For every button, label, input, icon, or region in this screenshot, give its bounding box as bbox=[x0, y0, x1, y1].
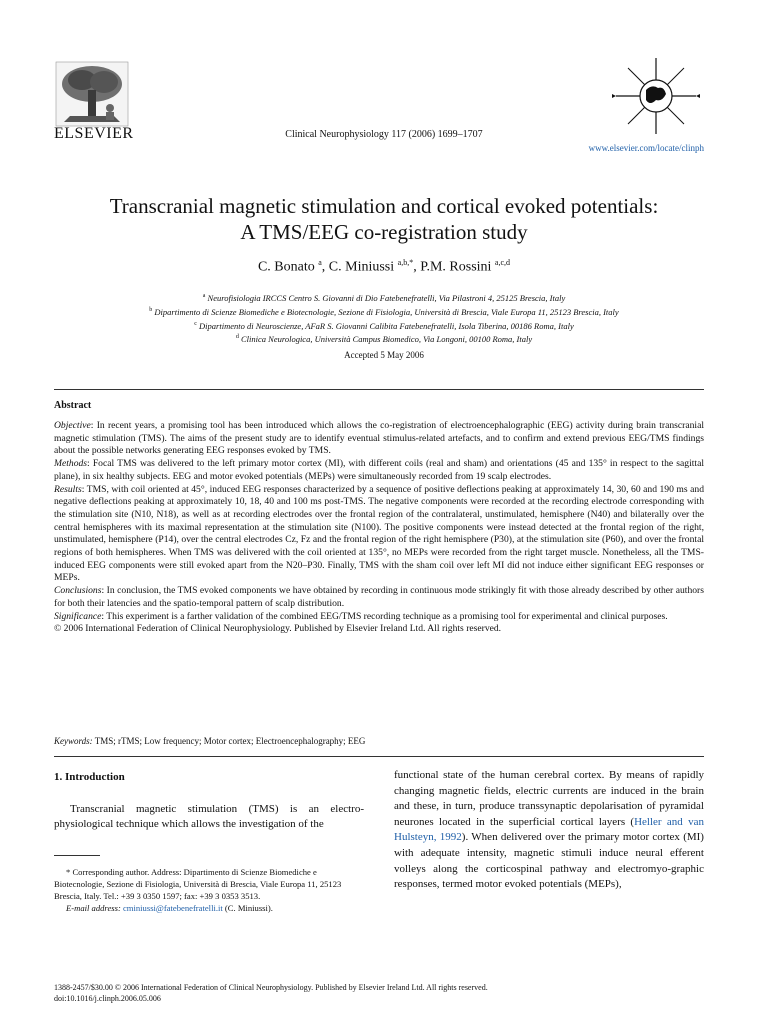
abstract-label: Objective bbox=[54, 420, 91, 431]
abstract-label: Results bbox=[54, 483, 82, 495]
author-name: C. Bonato bbox=[257, 259, 315, 275]
affil-text: Dipartimento di Scienze Biomediche e Biotecnologie, Sezione di Fisiologia, Università di Brescia, Viale Europa 11, 25123 Brescia, Italy bbox=[154, 306, 619, 317]
journal-globe-logo bbox=[608, 56, 704, 136]
affiliation bbox=[0, 304, 768, 318]
affiliation-list bbox=[0, 290, 768, 345]
abstract-text: : This experiment is a farther validation of the combined EEG/TMS recording technique as a promising tool for experimental and clinical purposes. bbox=[101, 610, 668, 622]
abstract-label: Significance bbox=[54, 610, 102, 622]
abstract-label: Methods bbox=[54, 458, 88, 470]
email-link[interactable]: cminiussi@fatebenefratelli.it bbox=[122, 903, 223, 913]
footnote-divider bbox=[54, 855, 100, 856]
abstract-paragraph bbox=[54, 623, 704, 636]
abstract-text: : Focal TMS was delivered to the left primary motor cortex (MI), with different coils (real and sham) and orientations (45 and 135° in respect to the sagittal plane), in six healthy subjects. EEG and motor evoked potentials (MEPs) were simultaneously recorded from 19 scalp electrodes. bbox=[54, 458, 704, 482]
footnote-text: * Corresponding author. Address: Dipartimento di Scienze Biomediche e Biotecnologie, Sezione di Fisiologia, Università di Brescia, Viale Europa 11, 25123 Brescia, Italy. Tel.: +39 3 0350 1597; fax: +39 3 0353 3513. bbox=[54, 867, 342, 901]
author-name: C. Miniussi bbox=[328, 259, 395, 275]
divider bbox=[54, 756, 704, 757]
abstract-text: : In conclusion, the TMS evoked components we have obtained by recording in continuous mode strikingly fit with those already described by other authors for both their latencies and the spatio-temporal pattern of scalp distribution. bbox=[54, 585, 704, 609]
affil-mark: b bbox=[149, 306, 153, 313]
email-label: E-mail address: bbox=[66, 903, 121, 913]
journal-citation: Clinical Neurophysiology 117 (2006) 1699–1707 bbox=[285, 129, 483, 140]
abstract-body bbox=[54, 420, 704, 636]
abstract-text: : In recent years, a promising tool has been introduced which allows the co-registration of electroencephalographic (EEG) activity during brain transcranial magnetic stimulation (TMS). The aims of the present study are to identify eventual stimulus-related artefacts, and to confirm and extend previous EEG/TMS findings about the possible networks generating EEG responses evoked by TMS. bbox=[54, 420, 704, 457]
abstract-heading: Abstract bbox=[54, 400, 92, 411]
keywords bbox=[54, 736, 704, 746]
title-line-2: A TMS/EEG co-registration study bbox=[240, 220, 528, 244]
affil-text: Clinica Neurologica, Università Campus Biomedico, Via Longoni, 00100 Roma, Italy bbox=[241, 334, 533, 345]
copyright-text: © 2006 International Federation of Clinical Neurophysiology. Published by Elsevier Ireland Ltd. All rights reserved. bbox=[54, 623, 502, 635]
publisher-name: ELSEVIER bbox=[54, 125, 134, 142]
affil-text: Dipartimento di Neuroscienze, AFaR S. Giovanni Calibita Fatebenefratelli, Isola Tiberina, 00186 Roma, Italy bbox=[199, 320, 574, 331]
author-affil-mark: a bbox=[318, 258, 322, 267]
author-affil-mark: a,c,d bbox=[494, 258, 511, 267]
affil-mark: a bbox=[202, 293, 206, 299]
intro-text: functional state of the human cerebral cortex. By means of rapidly changing magnetic fields, electric currents are induced in the brain and these, in turn, produce transsynaptic depolarisation of pyramidal neurones located in the superficial cortical layers ( bbox=[394, 769, 704, 828]
corresponding-author-footnote bbox=[54, 866, 364, 914]
affil-mark: c bbox=[194, 320, 197, 327]
title-line-1: Transcranial magnetic stimulation and cortical evoked potentials: bbox=[109, 194, 659, 218]
affiliation bbox=[0, 318, 768, 332]
citation-link[interactable]: Heller and van Hulsteyn, 1992 bbox=[394, 815, 704, 844]
page-footer bbox=[54, 982, 704, 1004]
section-heading: 1. Introduction bbox=[54, 771, 125, 783]
email-after: (C. Miniussi). bbox=[222, 903, 273, 913]
footer-copyright: 1388-2457/$30.00 © 2006 International Federation of Clinical Neurophysiology. Published by Elsevier Ireland Ltd. All rights reserved. bbox=[54, 983, 488, 992]
affiliation bbox=[0, 331, 768, 345]
elsevier-tree-logo bbox=[54, 60, 130, 128]
journal-url-link[interactable]: www.elsevier.com/locate/clinph bbox=[588, 143, 704, 153]
accepted-date: Accepted 5 May 2006 bbox=[344, 350, 424, 360]
abstract-paragraph bbox=[54, 611, 704, 624]
affil-text: Neurofisiologia IRCCS Centro S. Giovanni di Dio Fatebenefratelli, Via Pilastroni 4, 25125 Brescia, Italy bbox=[207, 292, 566, 303]
intro-text: ). When delivered over the primary motor cortex (MI) with adequate intensity, magnetic stimuli induce neural efferent volleys along the corticospinal pathway and electromyo-graphic responses, termed motor evoked potentials (MEPs), bbox=[394, 831, 704, 891]
abstract-paragraph bbox=[54, 585, 704, 610]
keywords-text: TMS; rTMS; Low frequency; Motor cortex; Electroencephalography; EEG bbox=[92, 736, 366, 746]
author-affil-mark: a,b,* bbox=[397, 258, 414, 267]
footnote-email-line bbox=[54, 902, 364, 914]
affiliation bbox=[0, 290, 768, 304]
keywords-label: Keywords: bbox=[54, 736, 93, 746]
right-column bbox=[394, 768, 704, 893]
abstract-label: Conclusions bbox=[54, 585, 102, 597]
abstract-paragraph bbox=[54, 458, 704, 483]
abstract-text: : TMS, with coil oriented at 45°, induced EEG responses characterized by a sequence of positive deflections peaking at approximately 14, 30, 60 and 190 ms and negative deflections peaking at approximately 10, 18, 40 and 100 ms post-TMS. The negative components were recorded at the recording electrode corresponding with the stimulation site (N10, N18), as well as at recording electrodes over the frontal region of the contralateral, unstimulated, hemisphere (N40) and bilaterally over the central hemispheres with its maximal representation at the stimulation site (N100). The positive components were instead detected at the frontal region of the right, unstimulated, hemisphere (P14), over the central electrodes Cz, Fz and the frontal region of the right hemisphere (P30), at the stimulation site (P60), and over the frontal regions of both hemispheres. When TMS was delivered with the coil oriented at 135°, no MEPs were recorded from the right target muscle. Nonetheless, all the TMS-induced EEG components were still evoked apart from the N20–P30. Finally, TMS with the sham coil over left MI did not induce either significant EEG responses or MEPs. bbox=[54, 483, 704, 584]
author-list: C. Bonato $^a$, C. Miniussi $^{a,b,*}$, P.M. Rossini $^{a,c,d}$ bbox=[257, 258, 511, 275]
article-title bbox=[60, 193, 708, 245]
left-column bbox=[54, 770, 364, 833]
abstract-paragraph bbox=[54, 484, 704, 586]
intro-paragraph: Transcranial magnetic stimulation (TMS) is an electro-physiological technique which allows the investigation of the bbox=[54, 802, 364, 830]
author-name: P.M. Rossini bbox=[420, 259, 492, 275]
abstract-paragraph bbox=[54, 420, 704, 458]
footer-doi: doi:10.1016/j.clinph.2006.05.006 bbox=[54, 994, 161, 1003]
divider bbox=[54, 389, 704, 390]
affil-mark: d bbox=[235, 334, 239, 341]
